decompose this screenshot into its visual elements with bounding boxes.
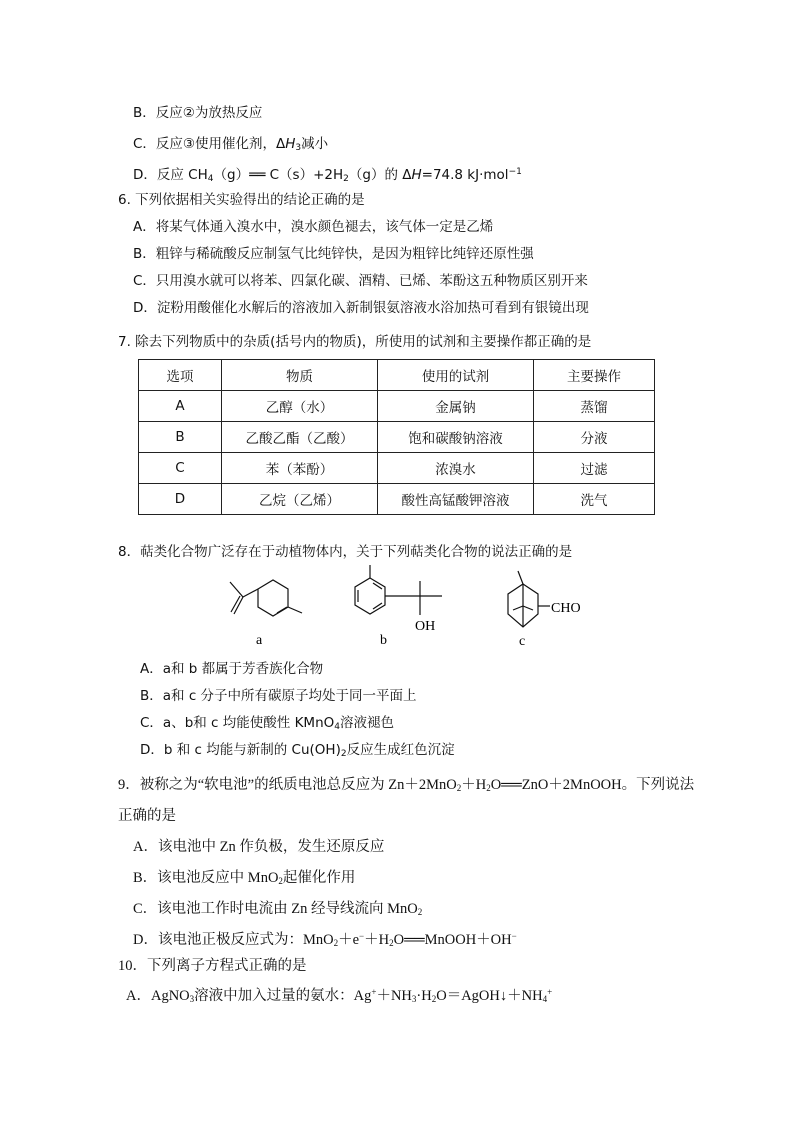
table-row [139, 391, 655, 422]
q9-option-a: A．该电池中 Zn 作负极，发生还原反应 [133, 839, 385, 855]
molecule-c-label: c [519, 634, 526, 649]
table-cell: 蒸馏 [534, 391, 655, 422]
q9-option-b: B．该电池反应中 MnO$_2$起催化作用 [133, 870, 356, 886]
table-cell: 洗气 [534, 484, 655, 515]
table-row [139, 484, 655, 515]
table-cell: 苯（苯酚） [222, 453, 378, 484]
table-header-cell: 物质 [222, 360, 378, 391]
q9-option-d: D．该电池正极反应式为：$MnO_2+e^-+H_2O══MnOOH+OH^-$ [133, 931, 517, 948]
q8-option-a: A．a和 b 都属于芳香族化合物 [140, 661, 324, 677]
q6-option-d: D．淀粉用酸催化水解后的溶液加入新制银氨溶液水浴加热可看到有银镜出现 [133, 300, 589, 316]
q10-option-a: A．AgNO$_3$溶液中加入过量的氨水：$Ag^++NH_3\cdot H_2O=AgOH↓+NH_4^+$ [126, 987, 553, 1004]
q6-stem: 6. 下列依据相关实验得出的结论正确的是 [118, 192, 365, 208]
table-cell: C [139, 453, 222, 484]
table-cell: 酸性高锰酸钾溶液 [378, 484, 534, 515]
aldehyde-label: CHO [551, 601, 581, 616]
q5-option-b: B．反应②为放热反应 [133, 105, 263, 121]
table-header-cell: 主要操作 [534, 360, 655, 391]
table-cell: B [139, 422, 222, 453]
table-cell: 金属钠 [378, 391, 534, 422]
table-cell: 分液 [534, 422, 655, 453]
table-row [139, 453, 655, 484]
molecule-b-label: b [380, 633, 387, 648]
q8-stem: 8．萜类化合物广泛存在于动植物体内，关于下列萜类化合物的说法正确的是 [118, 544, 573, 560]
table-cell: 饱和碳酸钠溶液 [378, 422, 534, 453]
molecule-b-structure [350, 563, 460, 653]
q9-option-c: C．该电池工作时电流由 Zn 经导线流向 MnO$_2$ [133, 901, 423, 917]
q9-stem: 9．被称之为“软电池”的纸质电池总反应为 $Zn+2MnO_2+H_2O══ZnO+2MnOOH$。下列说法 [118, 777, 695, 793]
table-cell: 乙酸乙酯（乙酸） [222, 422, 378, 453]
table-cell: 过滤 [534, 453, 655, 484]
molecule-a-structure [200, 566, 310, 652]
q7-stem: 7. 除去下列物质中的杂质(括号内的物质)，所使用的试剂和主要操作都正确的是 [118, 334, 592, 350]
table-cell: 浓溴水 [378, 453, 534, 484]
table-header-row [139, 360, 655, 391]
q6-option-a: A．将某气体通入溴水中，溴水颜色褪去，该气体一定是乙烯 [133, 219, 494, 235]
table-cell: D [139, 484, 222, 515]
q10-stem: 10．下列离子方程式正确的是 [118, 958, 307, 974]
table-cell: 乙烷（乙烯） [222, 484, 378, 515]
q7-table [138, 359, 655, 515]
table-cell: 乙醇（水） [222, 391, 378, 422]
q6-option-b: B．粗锌与稀硫酸反应制氢气比纯锌快，是因为粗锌比纯锌还原性强 [133, 246, 534, 262]
q8-option-c: C．a、b和 c 均能使酸性 KMnO$_4$溶液褪色 [140, 715, 394, 732]
q8-option-b: B．a和 c 分子中所有碳原子均处于同一平面上 [140, 688, 417, 704]
molecule-a-label: a [256, 633, 263, 648]
table-row [139, 422, 655, 453]
hydroxyl-label: OH [415, 619, 436, 634]
table-header-cell: 选项 [139, 360, 222, 391]
q5-option-d: D．反应 $CH_4(g)══$ $C(s)+2H_2(g)$的 ΔH=74.8 kJ·mol$^{-1}$ [133, 167, 522, 184]
q9-stem-continued: 正确的是 [118, 808, 176, 824]
q5-option-c: C．反应③使用催化剂，$\Delta H_3$减小 [133, 136, 329, 153]
table-cell: A [139, 391, 222, 422]
table-header-cell: 使用的试剂 [378, 360, 534, 391]
molecule-c-structure [490, 566, 600, 652]
q8-option-d: D．b 和 c 均能与新制的 $Cu(OH)_2$反应生成红色沉淀 [140, 742, 455, 759]
q6-option-c: C．只用溴水就可以将苯、四氯化碳、酒精、已烯、苯酚这五种物质区别开来 [133, 273, 588, 289]
